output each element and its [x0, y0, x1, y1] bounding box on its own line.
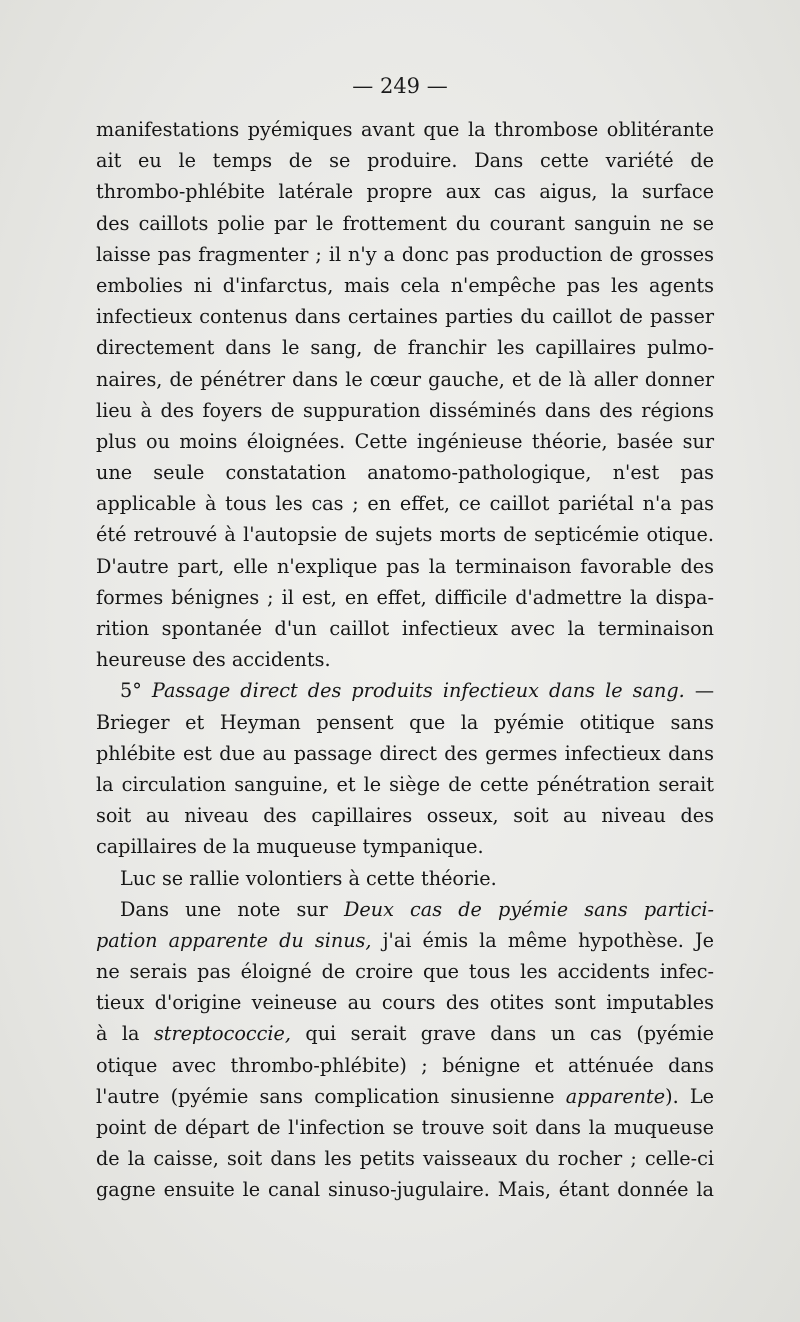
text-line-33: point de départ de l'infection se trouve soit dans la muqueuse	[96, 1116, 714, 1139]
text-line-15: D'autre part, elle n'explique pas la terminaison favorable des	[96, 554, 714, 578]
text-line-28: ne serais pas éloigné de croire que tous les accidents infec-	[96, 960, 714, 984]
text-line-35: gagne ensuite le canal sinuso-jugulaire. Mais, étant donnée la	[96, 1178, 714, 1202]
note-intro: Dans une note sur	[120, 897, 344, 921]
em-dash: —	[684, 679, 715, 703]
text-line-22: la circulation sanguine, et le siège de cette pénétration serait	[96, 772, 714, 796]
apparente-suffix: ). Le	[665, 1084, 714, 1108]
text-line-18: heureuse des accidents.	[96, 648, 331, 672]
note-line-2	[96, 925, 714, 956]
text-line-4: des caillots polie par le frottement du courant sanguin ne se	[96, 211, 714, 235]
text-line-16: formes bénignes ; il est, en effet, difficile d'admettre la dispa-	[96, 585, 714, 609]
apparente-term: apparente	[565, 1084, 666, 1108]
apparente-line	[96, 1081, 714, 1112]
page-number: — 249 —	[352, 74, 448, 98]
text-line-5: laisse pas fragmenter ; il n'y a donc pas production de grosses	[96, 242, 714, 266]
text-line-23: soit au niveau des capillaires osseux, soit au niveau des	[96, 804, 714, 828]
text-line-6: embolies ni d'infarctus, mais cela n'empêche pas les agents	[96, 273, 714, 297]
apparente-prefix: l'autre (pyémie sans complication sinusienne	[96, 1084, 566, 1108]
text-line-17: rition spontanée d'un caillot infectieux avec la terminaison	[96, 617, 714, 640]
text-line-34: de la caisse, soit dans les petits vaisseaux du rocher ; celle-ci	[96, 1147, 714, 1171]
strepto-line	[96, 1018, 714, 1049]
text-line-29: tieux d'origine veineuse au cours des otites sont imputables	[96, 991, 714, 1015]
text-line-3: thrombo-phlébite latérale propre aux cas aigus, la surface	[96, 180, 714, 204]
text-line-10: lieu à des foyers de suppuration disséminés dans des régions	[96, 398, 714, 422]
text-line-9: naires, de pénétrer dans le cœur gauche, et de là aller donner	[96, 367, 714, 391]
section-heading: Passage direct des produits infectieux dans le sang.	[151, 679, 685, 703]
text-line-20: Brieger et Heyman pensent que la pyémie otitique sans	[96, 710, 714, 734]
strepto-prefix: à la	[96, 1022, 154, 1046]
note-title-part2: pation apparente du sinus,	[96, 928, 372, 952]
text-line-8: directement dans le sang, de franchir les capillaires pulmo-	[96, 336, 714, 360]
note-line-1	[96, 894, 714, 925]
text-line-1: manifestations pyémiques avant que la thrombose oblitérante	[96, 118, 714, 141]
note-continuation: j'ai émis la même hypothèse. Je	[371, 928, 714, 952]
section-number: 5°	[120, 679, 152, 703]
text-line-24: capillaires de la muqueuse tympanique.	[96, 835, 484, 859]
text-line-2: ait eu le temps de se produire. Dans cette variété de	[96, 149, 714, 173]
text-line-12: une seule constatation anatomo-pathologique, n'est pas	[96, 461, 714, 485]
text-line-21: phlébite est due au passage direct des germes infectieux dans	[96, 741, 714, 765]
text-line-14: été retrouvé à l'autopsie de sujets morts de septicémie otique.	[96, 523, 714, 547]
text-line-25: Luc se rallie volontiers à cette théorie.	[120, 866, 497, 890]
section-heading-line	[96, 675, 714, 706]
text-line-11: plus ou moins éloignées. Cette ingénieuse théorie, basée sur	[96, 429, 714, 453]
text-line-31: otique avec thrombo-phlébite) ; bénigne et atténuée dans	[96, 1053, 714, 1077]
text-line-13: applicable à tous les cas ; en effet, ce caillot pariétal n'a pas	[96, 492, 714, 516]
streptococcie-term: streptococcie,	[153, 1022, 291, 1046]
text-line-7: infectieux contenus dans certaines parties du caillot de passer	[96, 305, 714, 329]
strepto-suffix: qui serait grave dans un cas (pyémie	[290, 1022, 715, 1046]
note-title-part1: Deux cas de pyémie sans partici-	[343, 897, 714, 921]
body-text	[96, 114, 714, 1206]
